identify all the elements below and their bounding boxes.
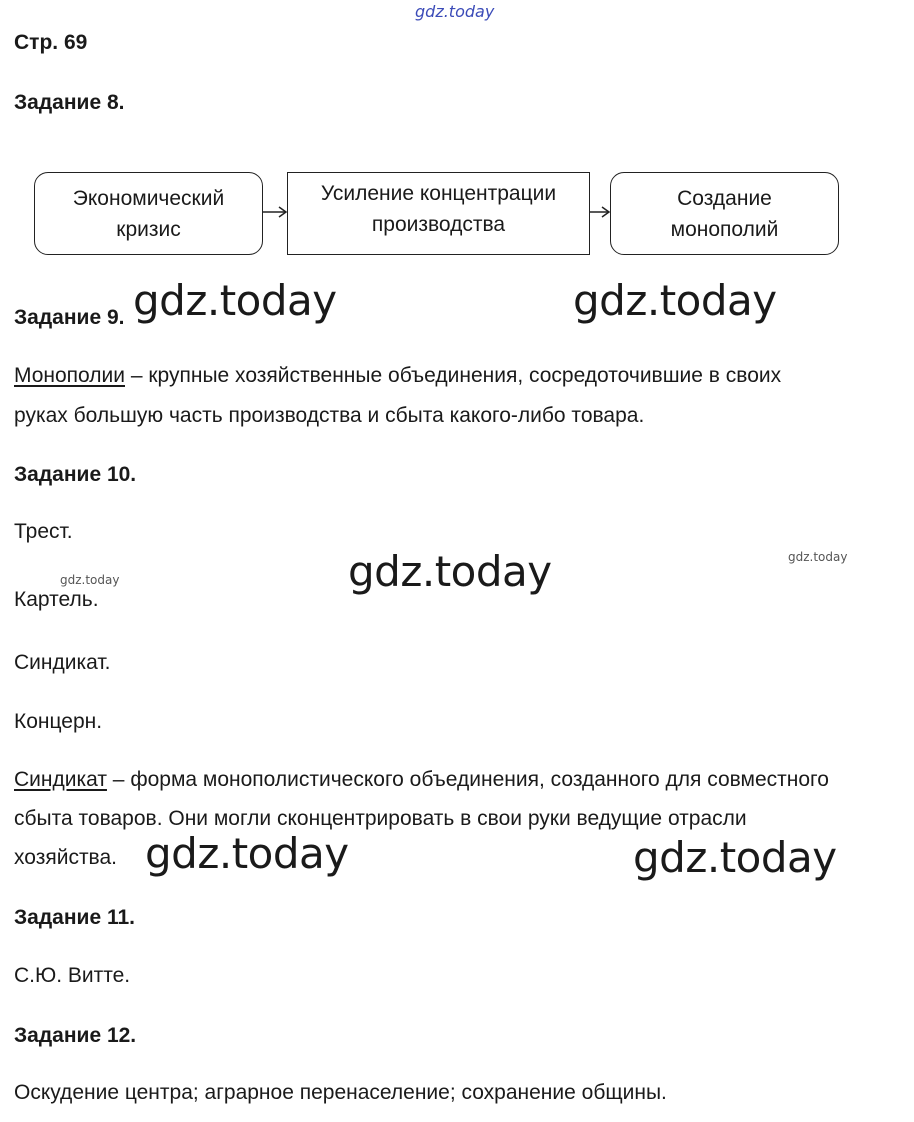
watermark: gdz.today: [573, 276, 777, 325]
diagram-box-line: монополий: [670, 217, 779, 241]
diagram-box-concentration: [287, 172, 590, 255]
definition-text: – крупные хозяйственные объединения, сосредоточившие в своих: [125, 364, 782, 387]
task-11-answer: С.Ю. Витте.: [14, 964, 131, 987]
term-syndicate: Синдикат: [14, 768, 107, 791]
task-10-def-line-3: хозяйства.: [14, 846, 117, 869]
task-12-heading: Задание 12.: [14, 1024, 137, 1047]
task-11-heading: Задание 11.: [14, 906, 135, 929]
diagram-box-line: Создание: [677, 186, 772, 210]
watermark-top: gdz.today: [415, 2, 495, 21]
term-monopolies: Монополии: [14, 364, 125, 387]
watermark: gdz.today: [348, 547, 552, 596]
task-10-heading: Задание 10.: [14, 463, 137, 486]
diagram-box-monopolies: [610, 172, 839, 255]
page-number: Стр. 69: [14, 31, 88, 54]
task-9-line-2: руках большую часть производства и сбыта какого-либо товара.: [14, 404, 645, 427]
task-10-def-line-1: [14, 760, 829, 800]
watermark: gdz.today: [633, 833, 837, 882]
task-8-heading: Задание 8.: [14, 91, 125, 114]
answer-cartel: Картель.: [14, 588, 99, 611]
task-9-heading: Задание 9.: [14, 306, 125, 329]
diagram-box-line: Усиление концентрации: [320, 182, 557, 205]
task-10-def-line-2: сбыта товаров. Они могли сконцентрировать в свои руки ведущие отрасли: [14, 807, 747, 830]
arrow-right-icon: [263, 204, 289, 220]
answer-trust: Трест.: [14, 520, 73, 543]
watermark-small: gdz.today: [788, 550, 848, 564]
task-12-answer: Оскудение центра; аграрное перенаселение; сохранение общины.: [14, 1081, 667, 1104]
definition-text: – форма монополистического объединения, созданного для совместного: [106, 768, 829, 791]
watermark: gdz.today: [145, 829, 349, 878]
diagram-box-line: производства: [371, 213, 506, 236]
arrow-right-icon: [590, 204, 612, 220]
watermark-small: gdz.today: [60, 573, 120, 587]
diagram-box-line: кризис: [116, 217, 181, 241]
task-9-line-1: [14, 356, 781, 396]
answer-concern: Концерн.: [14, 710, 103, 733]
answer-syndicate: Синдикат.: [14, 651, 111, 674]
watermark: gdz.today: [133, 276, 337, 325]
diagram-box-line: Экономический: [72, 186, 225, 210]
diagram-box-economic-crisis: [34, 172, 263, 255]
